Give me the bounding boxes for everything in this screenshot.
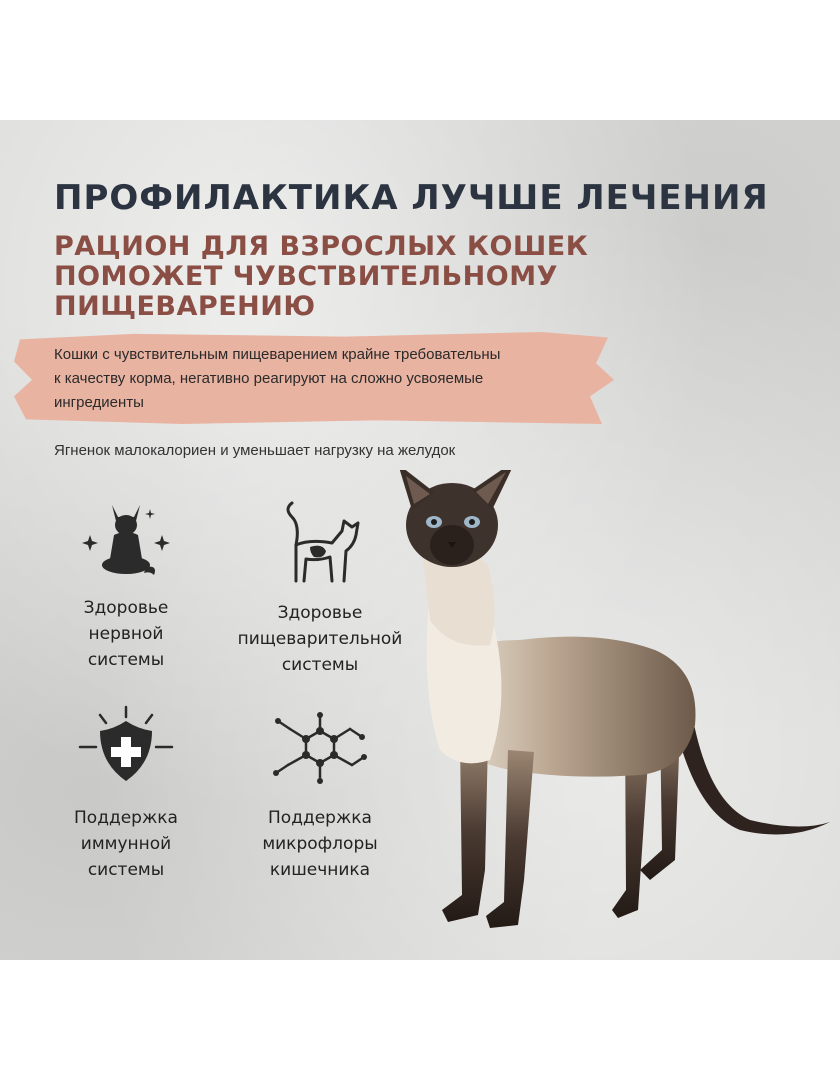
- brush-note-line: ингредиенты: [54, 394, 144, 411]
- feature-label: Поддержка микрофлоры кишечника: [262, 808, 378, 880]
- brush-note: [54, 343, 574, 415]
- feature-digestive-system: [220, 495, 420, 678]
- cat-digestion-icon: [270, 495, 370, 590]
- subtitle: [54, 232, 588, 322]
- meditating-cat-icon: [76, 495, 176, 585]
- page-title: ПРОФИЛАКТИКА ЛУЧШЕ ЛЕЧЕНИЯ: [54, 178, 769, 218]
- subtitle-line: ПОМОЖЕТ ЧУВСТВИТЕЛЬНОМУ: [54, 261, 558, 292]
- brush-note-line: к качеству корма, негативно реагируют на сложно усвояемые: [54, 370, 484, 387]
- lamb-note: Ягненок малокалориен и уменьшает нагрузку на желудок: [54, 442, 456, 459]
- molecule-network-icon: [270, 705, 370, 795]
- shield-cross-icon: [76, 705, 176, 795]
- siamese-cat-illustration: [400, 470, 840, 940]
- subtitle-line: РАЦИОН ДЛЯ ВЗРОСЛЫХ КОШЕК: [54, 231, 589, 262]
- promo-panel: [0, 120, 840, 960]
- feature-microflora: [220, 705, 420, 883]
- subtitle-line: ПИЩЕВАРЕНИЮ: [54, 291, 316, 322]
- feature-immune-system: [26, 705, 226, 883]
- brush-note-line: Кошки с чувствительным пищеварением крайне требовательны: [54, 346, 501, 363]
- feature-nervous-system: [26, 495, 226, 673]
- feature-label: Здоровье пищеварительной системы: [237, 603, 403, 675]
- feature-label: Здоровье нервной системы: [83, 598, 169, 670]
- feature-label: Поддержка иммунной системы: [74, 808, 178, 880]
